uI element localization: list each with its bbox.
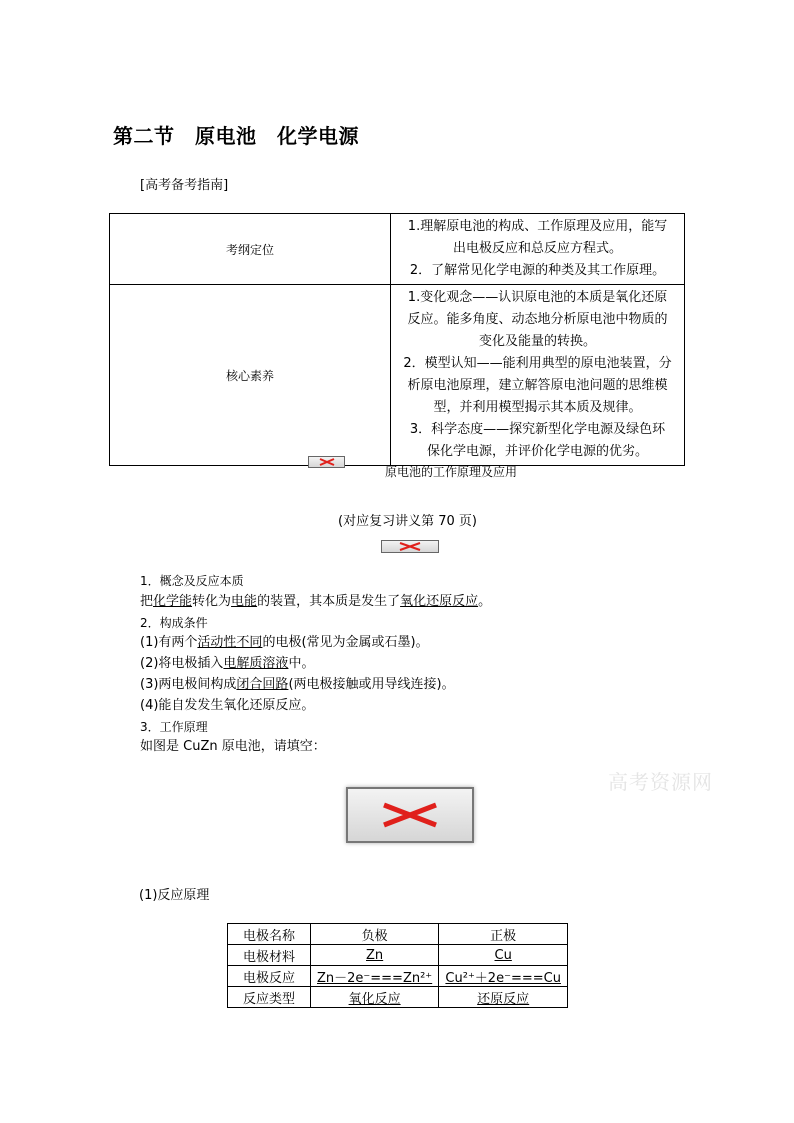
- page-title: 第二节 原电池 化学电源: [113, 124, 359, 148]
- blank-answer: Zn: [366, 947, 384, 963]
- paragraph: [140, 633, 660, 654]
- watermark: 高考资源网: [608, 770, 713, 794]
- row-label: 电极材料: [228, 945, 311, 966]
- section-title: 原电池的工作原理及应用: [385, 465, 518, 479]
- guide-table: [109, 213, 685, 466]
- line: 2．模型认知——能利用典型的原电池装置，分: [403, 356, 672, 371]
- blank-answer: 闭合回路: [236, 676, 289, 692]
- table-row: [228, 966, 568, 987]
- table-row: [110, 285, 685, 466]
- electrode-table: [227, 923, 568, 1008]
- table-header-row: [228, 924, 568, 945]
- table-row: [110, 214, 685, 285]
- paragraph: [140, 654, 660, 675]
- table-row: [228, 987, 568, 1008]
- table-cell: [311, 987, 439, 1008]
- text: 把: [140, 593, 154, 609]
- table-cell: [439, 966, 568, 987]
- content-body: [140, 571, 660, 758]
- text: 转化为: [192, 593, 232, 609]
- blank-answer: Cu²⁺＋2e⁻===Cu: [445, 970, 561, 986]
- blank-answer: 化学能: [153, 593, 193, 609]
- table-cell: [311, 966, 439, 987]
- table-cell: [439, 945, 568, 966]
- header-cell: 负极: [311, 924, 439, 945]
- line: 析原电池原理，建立解答原电池问题的思维模: [407, 378, 668, 393]
- text: 。: [478, 593, 492, 609]
- text: (2)将电极插入: [140, 656, 224, 672]
- text: 的装置，其本质是发生了: [257, 593, 401, 609]
- blank-answer: Cu: [494, 947, 512, 963]
- text: (两电极接触或用导线连接)。: [288, 676, 455, 692]
- blank-answer: 氧化反应: [348, 991, 401, 1007]
- line: 反应。能多角度、动态地分析原电池中物质的: [407, 312, 668, 327]
- heading-concept: 1．概念及反应本质: [140, 574, 244, 588]
- table-cell: [439, 987, 568, 1008]
- line: 1.变化观念——认识原电池的本质是氧化还原: [407, 290, 668, 305]
- subsection-title: (1)反应原理: [139, 888, 210, 903]
- row-label: 反应类型: [228, 987, 311, 1008]
- blank-answer: 还原反应: [477, 991, 530, 1007]
- line: 保化学电源，并评价化学电源的优劣。: [426, 444, 648, 459]
- paragraph: [140, 675, 660, 696]
- blank-answer: Zn－2e⁻===Zn²⁺: [317, 970, 433, 986]
- blank-answer: 电解质溶液: [223, 656, 289, 672]
- line: 1.理解原电池的构成、工作原理及应用，能写: [407, 219, 668, 234]
- blank-answer: 活动性不同: [197, 635, 263, 651]
- paragraph: 如图是 CuZn 原电池，请填空：: [140, 739, 326, 755]
- row-key: 考纲定位: [110, 214, 391, 285]
- blank-answer: 电能: [231, 593, 258, 609]
- paragraph: (4)能自发发生氧化还原反应。: [140, 697, 315, 713]
- row-value: [391, 285, 685, 466]
- row-key: 核心素养: [110, 285, 391, 466]
- heading-conditions: 2．构成条件: [140, 615, 208, 630]
- broken-image-icon: [346, 787, 474, 843]
- line: 变化及能量的转换。: [478, 334, 596, 349]
- text: (1)有两个: [140, 635, 198, 651]
- table-cell: [311, 945, 439, 966]
- reference-note: (对应复习讲义第 70 页): [338, 514, 477, 529]
- line: 2．了解常见化学电源的种类及其工作原理。: [409, 263, 666, 278]
- row-value: [391, 214, 685, 285]
- paragraph: [140, 592, 660, 613]
- text: (3)两电极间构成: [140, 676, 237, 692]
- line: 型，并利用模型揭示其本质及规律。: [433, 400, 642, 415]
- table-row: [228, 945, 568, 966]
- broken-image-icon: [308, 456, 345, 468]
- broken-image-icon: [381, 540, 439, 553]
- line: 3．科学态度——探究新型化学电源及绿色环: [409, 422, 666, 437]
- line: 出电极反应和总反应方程式。: [452, 241, 622, 256]
- blank-answer: 氧化还原反应: [400, 593, 479, 609]
- text: 的电极(常见为金属或石墨)。: [262, 635, 429, 651]
- row-label: 电极反应: [228, 966, 311, 987]
- header-cell: 正极: [439, 924, 568, 945]
- guide-label: [高考备考指南]: [140, 178, 229, 193]
- heading-principle: 3．工作原理: [140, 719, 208, 734]
- header-cell: 电极名称: [228, 924, 311, 945]
- text: 中。: [288, 656, 315, 672]
